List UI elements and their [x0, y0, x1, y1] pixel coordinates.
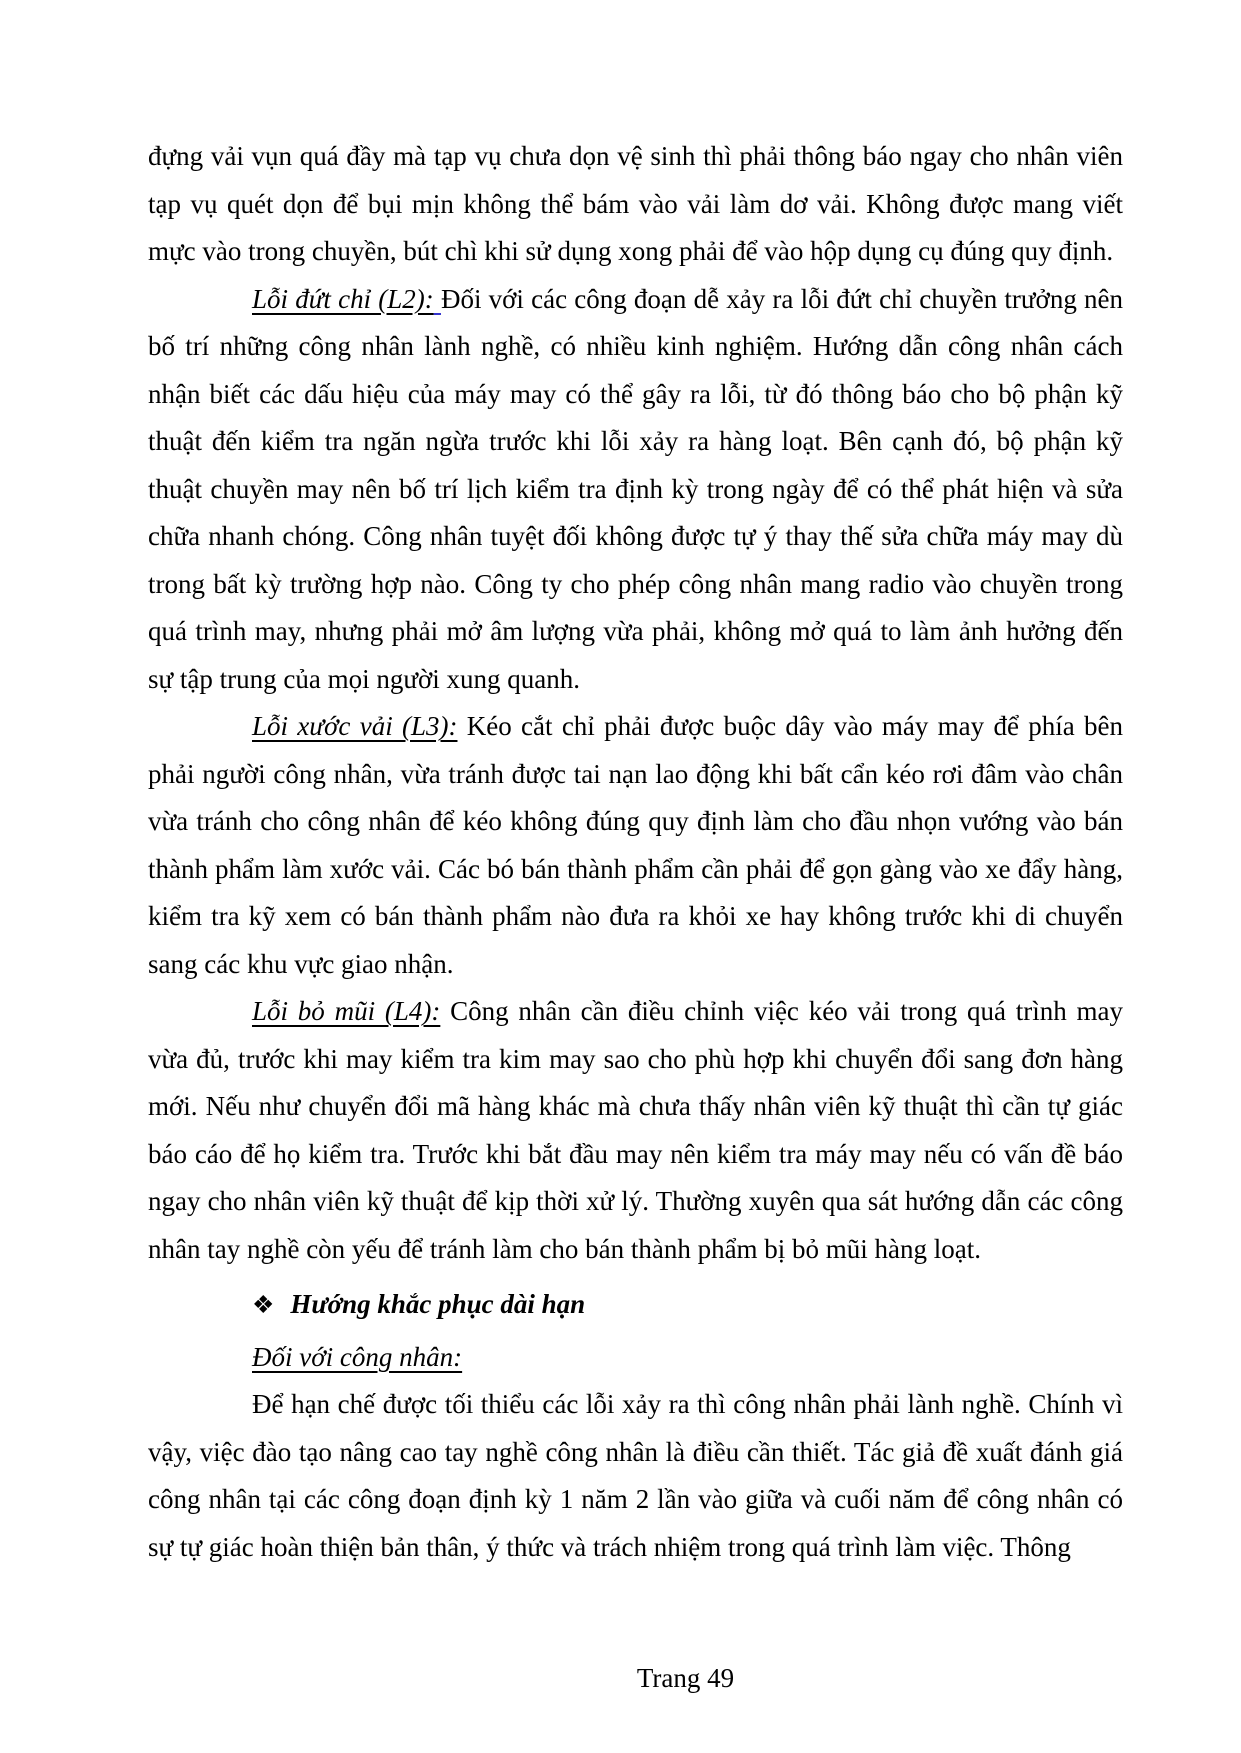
defect-l2-label: Lỗi đứt chỉ (L2): [252, 283, 434, 314]
paragraph-text: đựng vải vụn quá đầy mà tạp vụ chưa dọn vệ sinh thì phải thông báo ngay cho nhân viên tạp vụ quét dọn để bụi mịn không thể bám vào vải làm dơ vải. Không được mang viết mực vào trong chuyền, bút chì khi sử dụng xong phải để vào hộp dụng cụ đúng quy định. [148, 141, 1123, 266]
paragraph-defect-l2 [148, 276, 1123, 704]
section-heading-long-term-fix [148, 1281, 1123, 1330]
paragraph-text: Để hạn chế được tối thiểu các lỗi xảy ra thì công nhân phải lành nghề. Chính vì vậy, việc đào tạo nâng cao tay nghề công nhân là điều cần thiết. Tác giả đề xuất đánh giá công nhân tại các công đoạn định kỳ 1 năm 2 lần vào giữa và cuối năm để công nhân có sự tự giác hoàn thiện bản thân, ý thức và trách nhiệm trong quá trình làm việc. Thông [148, 1389, 1123, 1562]
page-content [148, 133, 1123, 1571]
section-heading-text: Hướng khắc phục dài hạn [290, 1289, 586, 1319]
page-number: Trang 49 [636, 1663, 735, 1693]
paragraph-text: Đối với các công đoạn dễ xảy ra lỗi đứt chỉ chuyền trưởng nên bố trí những công nhân lành nghề, có nhiều kinh nghiệm. Hướng dẫn công nhân cách nhận biết các dấu hiệu của máy may có thể gây ra lỗi, từ đó thông báo cho bộ phận kỹ thuật đến kiểm tra ngăn ngừa trước khi lỗi xảy ra hàng loạt. Bên cạnh đó, bộ phận kỹ thuật chuyền may nên bố trí lịch kiểm tra định kỳ trong ngày để có thể phát hiện và sửa chữa nhanh chóng. Công nhân tuyệt đối không được tự ý thay thế sửa chữa máy may dù trong bất kỳ trường hợp nào. Công ty cho phép công nhân mang radio vào chuyền trong quá trình may, nhưng phải mở âm lượng vừa phải, không mở quá to làm ảnh hưởng đến sự tập trung của mọi người xung quanh. [148, 283, 1123, 694]
blue-underline-tail [434, 284, 441, 314]
paragraph-defect-l4 [148, 988, 1123, 1273]
sub-heading-text: Đối với công nhân: [252, 1341, 463, 1372]
paragraph-text: Kéo cắt chỉ phải được buộc dây vào máy may để phía bên phải người công nhân, vừa tránh được tai nạn lao động khi bất cẩn kéo rơi đâm vào chân vừa tránh cho công nhân để kéo không đúng quy định làm cho đầu nhọn vướng vào bán thành phẩm làm xước vải. Các bó bán thành phẩm cần phải để gọn gàng vào xe đẩy hàng, kiểm tra kỹ xem có bán thành phẩm nào đưa ra khỏi xe hay không trước khi di chuyển sang các khu vực giao nhận. [148, 711, 1123, 979]
paragraph-continuation [148, 133, 1123, 276]
page-footer [0, 1655, 1241, 1703]
defect-l3-label: Lỗi xước vải (L3): [252, 711, 458, 741]
paragraph-defect-l3 [148, 703, 1123, 988]
paragraph-worker-training [148, 1381, 1123, 1571]
sub-heading-for-workers [148, 1334, 1123, 1382]
defect-l4-label: Lỗi bỏ mũi (L4): [252, 996, 441, 1026]
diamond-bullet-icon: ❖ [252, 1292, 275, 1319]
paragraph-text: Công nhân cần điều chỉnh việc kéo vải trong quá trình may vừa đủ, trước khi may kiểm tra kim may sao cho phù hợp khi chuyển đổi sang đơn hàng mới. Nếu như chuyển đổi mã hàng khác mà chưa thấy nhân viên kỹ thuật thì cần tự giác báo cáo để họ kiểm tra. Trước khi bắt đầu may nên kiểm tra máy may nếu có vấn đề báo ngay cho nhân viên kỹ thuật để kịp thời xử lý. Thường xuyên qua sát hướng dẫn các công nhân tay nghề còn yếu để tránh làm cho bán thành phẩm bị bỏ mũi hàng loạt. [148, 996, 1123, 1264]
